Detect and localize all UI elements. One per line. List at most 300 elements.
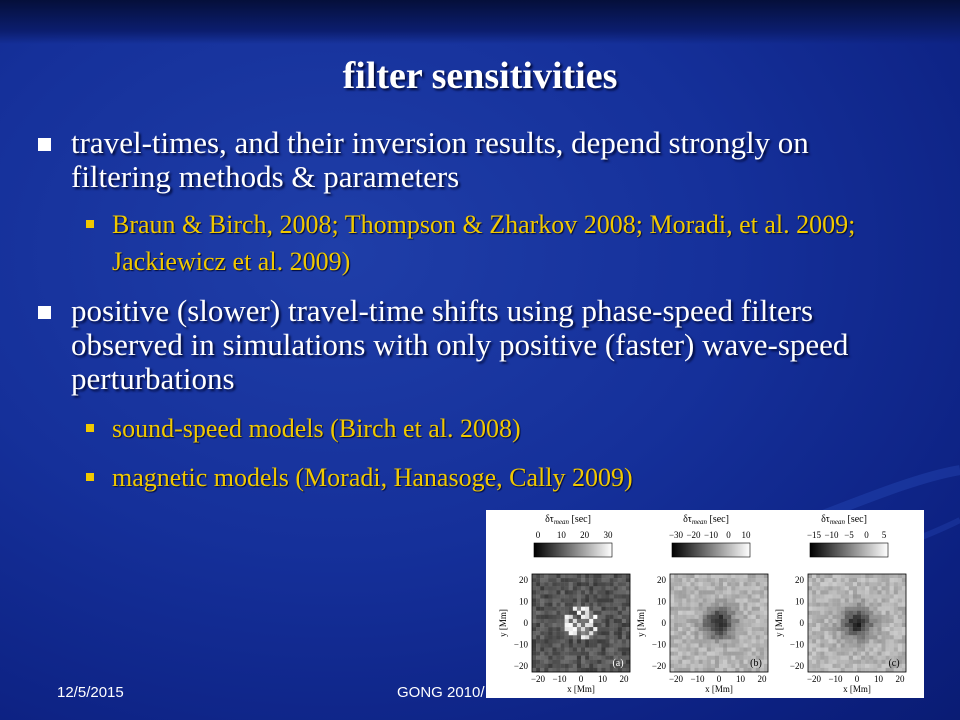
map-cell [833,574,837,578]
map-cell [678,615,682,619]
map-cell [711,668,715,672]
map-cell [682,656,686,660]
map-cell [752,582,756,586]
map-cell [812,627,816,631]
map-cell [573,660,577,664]
slide-title: filter sensitivities [342,55,618,97]
map-cell [886,631,890,635]
map-cell [573,627,577,631]
map-cell [756,603,760,607]
map-cell [690,578,694,582]
map-cell [540,668,544,672]
map-cell [739,627,743,631]
map-cell [674,656,678,660]
map-cell [544,586,548,590]
map-cell [845,586,849,590]
map-cell [744,586,748,590]
map-cell [699,635,703,639]
x-tick-label: 0 [716,674,722,684]
map-cell [719,586,723,590]
map-cell [626,586,630,590]
map-cell [536,603,540,607]
map-cell [820,623,824,627]
map-cell [894,623,898,627]
map-cell [719,594,723,598]
map-cell [552,652,556,656]
map-cell [760,623,764,627]
map-cell [902,603,906,607]
map-cell [719,582,723,586]
map-cell [748,599,752,603]
map-cell [536,578,540,582]
map-cell [756,652,760,656]
map-cell [703,594,707,598]
map-cell [670,652,674,656]
map-cell [812,656,816,660]
map-cell [601,615,605,619]
map-cell [606,639,610,643]
map-cell [557,623,561,627]
map-cell [877,578,881,582]
map-cell [707,627,711,631]
map-cell [589,607,593,611]
map-cell [540,639,544,643]
map-cell [544,619,548,623]
map-cell [589,590,593,594]
map-cell [816,607,820,611]
map-cell [622,611,626,615]
map-cell [812,611,816,615]
map-cell [597,643,601,647]
map-cell [748,582,752,586]
map-cell [577,619,581,623]
map-cell [536,643,540,647]
map-cell [828,582,832,586]
map-cell [610,603,614,607]
map-cell [837,607,841,611]
map-cell [695,599,699,603]
map-cell [857,639,861,643]
map-cell [752,615,756,619]
map-cell [536,574,540,578]
map-cell [894,648,898,652]
map-cell [557,578,561,582]
map-cell [748,607,752,611]
map-cell [703,664,707,668]
map-cell [601,639,605,643]
map-cell [606,590,610,594]
map-cell [597,635,601,639]
map-cell [808,631,812,635]
map-cell [678,639,682,643]
map-cell [828,631,832,635]
map-cell [540,590,544,594]
map-cell [626,627,630,631]
map-cell [585,664,589,668]
map-cell [585,648,589,652]
map-cell [744,623,748,627]
map-cell [727,574,731,578]
map-cell [670,668,674,672]
map-cell [536,611,540,615]
map-cell [882,639,886,643]
map-cell [711,643,715,647]
map-cell [544,631,548,635]
map-cell [869,603,873,607]
map-cell [593,627,597,631]
map-cell [670,648,674,652]
map-cell [841,648,845,652]
x-tick-label: −20 [668,674,684,684]
map-cell [902,639,906,643]
map-cell [902,623,906,627]
map-cell [715,599,719,603]
map-cell [670,599,674,603]
map-cell [606,611,610,615]
map-cell [536,664,540,668]
map-cell [820,578,824,582]
map-cell [841,607,845,611]
map-cell [898,599,902,603]
map-cell [752,643,756,647]
map-cell [886,652,890,656]
map-cell [820,631,824,635]
map-cell [898,607,902,611]
map-cell [894,590,898,594]
map-cell [833,603,837,607]
map-cell [731,578,735,582]
map-cell [902,607,906,611]
map-cell [670,623,674,627]
map-cell [841,599,845,603]
map-cell [593,656,597,660]
map-cell [841,623,845,627]
map-cell [678,664,682,668]
map-cell [894,582,898,586]
map-cell [695,603,699,607]
map-cell [723,594,727,598]
map-cell [606,578,610,582]
map-cell [552,623,556,627]
map-cell [816,590,820,594]
map-cell [841,627,845,631]
y-tick-label: 0 [523,618,528,628]
map-cell [723,664,727,668]
map-cell [828,611,832,615]
map-cell [589,660,593,664]
map-cell [589,643,593,647]
map-cell [614,611,618,615]
map-cell [626,639,630,643]
map-cell [739,639,743,643]
map-cell [861,648,865,652]
map-cell [597,586,601,590]
map-cell [532,631,536,635]
map-cell [707,631,711,635]
map-cell [828,660,832,664]
map-cell [808,582,812,586]
map-cell [557,603,561,607]
map-cell [816,631,820,635]
map-cell [715,639,719,643]
map-cell [548,603,552,607]
map-cell [886,619,890,623]
map-cell [857,599,861,603]
map-cell [703,615,707,619]
map-cell [581,578,585,582]
map-cell [833,635,837,639]
map-cell [581,590,585,594]
map-cell [752,619,756,623]
map-cell [898,623,902,627]
map-cell [610,586,614,590]
map-cell [610,607,614,611]
map-cell [869,611,873,615]
map-cell [597,582,601,586]
map-cell [882,631,886,635]
map-cell [589,652,593,656]
map-cell [552,578,556,582]
map-cell [869,574,873,578]
map-cell [682,578,686,582]
map-cell [719,611,723,615]
map-cell [552,582,556,586]
map-cell [752,590,756,594]
map-cell [902,656,906,660]
map-cell [748,635,752,639]
map-cell [845,664,849,668]
map-cell [841,664,845,668]
map-cell [748,652,752,656]
map-cell [833,578,837,582]
map-cell [869,639,873,643]
map-cell [808,619,812,623]
map-cell [674,660,678,664]
map-cell [808,578,812,582]
map-cell [614,603,618,607]
colorbar [672,543,750,557]
map-cell [597,627,601,631]
map-cell [723,578,727,582]
map-cell [707,574,711,578]
map-cell [812,643,816,647]
map-cell [727,648,731,652]
map-cell [695,652,699,656]
map-cell [731,590,735,594]
map-cell [532,619,536,623]
map-cell [536,660,540,664]
map-cell [849,603,853,607]
map-cell [565,619,569,623]
map-cell [699,607,703,611]
map-cell [618,615,622,619]
map-cell [601,664,605,668]
map-cell [886,603,890,607]
panel-label: (a) [612,658,624,669]
map-cell [561,664,565,668]
map-cell [828,578,832,582]
map-cell [764,582,768,586]
map-cell [589,599,593,603]
map-cell [731,586,735,590]
map-cell [764,627,768,631]
map-cell [593,574,597,578]
map-cell [808,668,812,672]
map-cell [752,586,756,590]
map-cell [894,586,898,590]
map-cell [820,648,824,652]
map-cell [589,578,593,582]
map-cell [719,599,723,603]
map-cell [695,639,699,643]
map-cell [544,590,548,594]
map-cell [593,599,597,603]
map-cell [682,611,686,615]
map-cell [585,660,589,664]
map-cell [674,574,678,578]
map-cell [873,615,877,619]
map-cell [898,631,902,635]
map-cell [824,603,828,607]
map-cell [711,631,715,635]
map-cell [877,615,881,619]
map-cell [699,619,703,623]
map-cell [573,652,577,656]
map-cell [845,668,849,672]
map-cell [865,619,869,623]
map-cell [589,639,593,643]
map-cell [577,574,581,578]
map-cell [715,611,719,615]
map-cell [686,623,690,627]
map-cell [548,648,552,652]
map-cell [833,590,837,594]
map-cell [622,590,626,594]
map-cell [820,594,824,598]
map-cell [670,574,674,578]
map-cell [760,615,764,619]
map-cell [670,615,674,619]
map-cell [719,627,723,631]
map-cell [808,586,812,590]
map-cell [812,648,816,652]
map-cell [894,619,898,623]
map-cell [540,599,544,603]
map-cell [536,639,540,643]
map-cell [849,586,853,590]
map-cell [703,639,707,643]
map-cell [894,578,898,582]
map-cell [573,664,577,668]
map-cell [532,668,536,672]
map-cell [715,607,719,611]
map-cell [589,627,593,631]
map-cell [719,660,723,664]
map-cell [877,607,881,611]
map-cell [569,664,573,668]
map-cell [711,656,715,660]
map-cell [748,590,752,594]
map-cell [727,582,731,586]
map-cell [577,660,581,664]
map-cell [756,615,760,619]
map-cell [865,660,869,664]
map-cell [849,627,853,631]
map-cell [690,668,694,672]
map-cell [812,668,816,672]
map-cell [849,590,853,594]
map-cell [764,615,768,619]
map-cell [670,639,674,643]
map-cell [552,590,556,594]
map-cell [581,619,585,623]
map-cell [890,607,894,611]
map-cell [715,615,719,619]
map-cell [544,607,548,611]
map-cell [565,652,569,656]
map-cell [812,594,816,598]
map-cell [853,627,857,631]
map-cell [869,668,873,672]
map-cell [849,611,853,615]
map-cell [589,664,593,668]
map-cell [573,611,577,615]
map-cell [861,582,865,586]
map-cell [898,619,902,623]
map-cell [573,668,577,672]
map-cell [727,631,731,635]
map-cell [841,603,845,607]
map-cell [882,623,886,627]
map-cell [760,627,764,631]
map-cell [837,590,841,594]
map-cell [686,590,690,594]
map-cell [760,594,764,598]
map-cell [824,586,828,590]
map-cell [532,652,536,656]
map-cell [816,611,820,615]
map-cell [557,607,561,611]
map-cell [585,590,589,594]
map-cell [816,615,820,619]
map-cell [849,660,853,664]
map-cell [845,648,849,652]
map-cell [561,607,565,611]
map-cell [739,599,743,603]
map-cell [536,656,540,660]
map-cell [808,603,812,607]
map-cell [748,615,752,619]
map-cell [828,648,832,652]
map-cell [837,648,841,652]
map-cell [748,586,752,590]
map-cell [561,668,565,672]
map-cell [816,643,820,647]
map-cell [703,648,707,652]
map-cell [690,574,694,578]
map-cell [674,639,678,643]
map-cell [735,631,739,635]
map-cell [561,652,565,656]
map-cell [890,639,894,643]
map-cell [837,664,841,668]
map-cell [626,668,630,672]
map-cell [744,603,748,607]
map-cell [626,619,630,623]
map-cell [849,631,853,635]
map-cell [544,574,548,578]
map-cell [727,643,731,647]
